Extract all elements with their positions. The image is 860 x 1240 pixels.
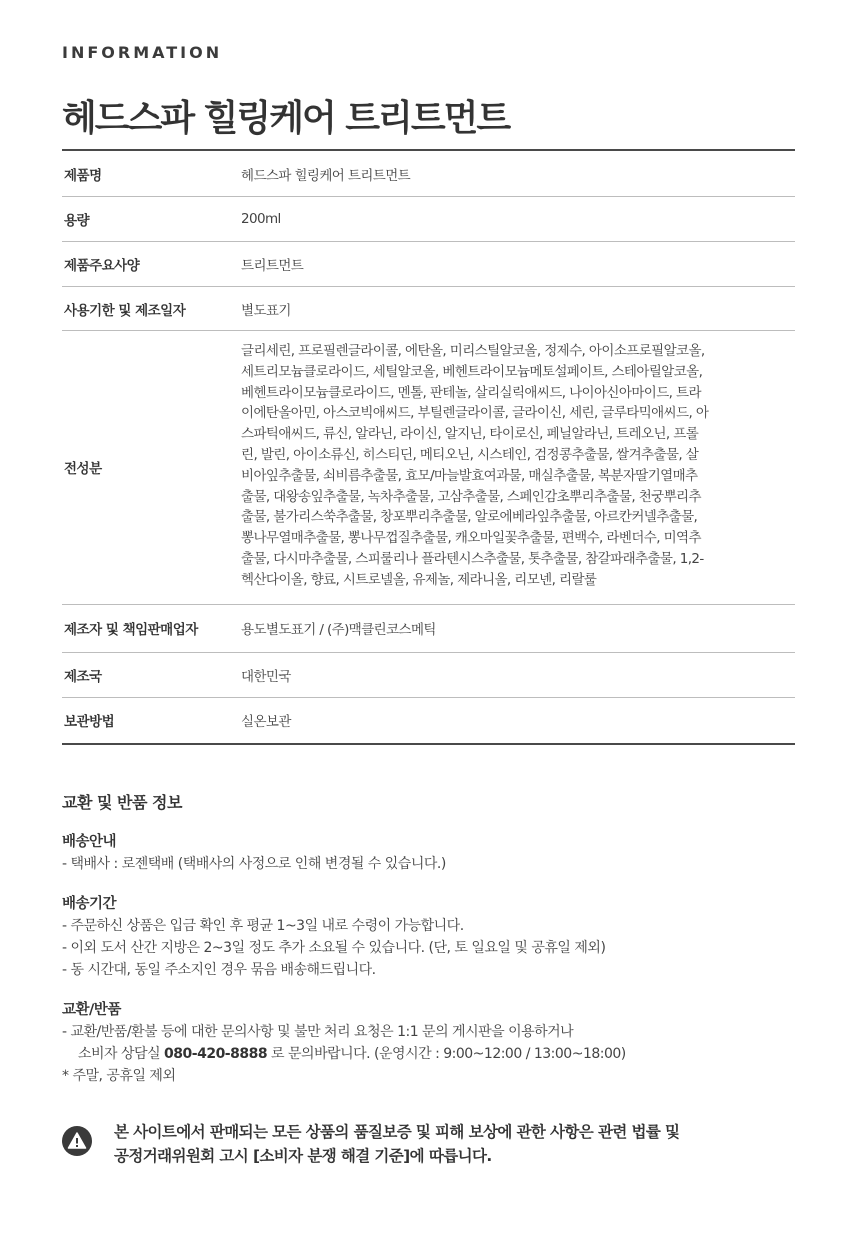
row-label: 사용기한 및 제조일자: [64, 302, 186, 319]
returns-note: * 주말, 공휴일 제외: [62, 1068, 176, 1084]
table-row: [62, 604, 795, 652]
shipping-period-line: - 주문하신 상품은 입금 확인 후 평균 1~3일 내로 수령이 가능합니다.: [62, 918, 464, 934]
exchange-return-section: [62, 790, 802, 1105]
returns-contact-suffix: 로 문의바랍니다. (운영시간 : 9:00~12:00 / 13:00~18:00): [267, 1046, 626, 1062]
table-row: [62, 151, 795, 196]
row-label: 제품주요사양: [64, 258, 140, 274]
row-value: 헤드스파 힐링케어 트리트먼트: [241, 167, 411, 184]
legal-notice: [62, 1120, 802, 1168]
exchange-title: 교환 및 반품 정보: [62, 793, 182, 812]
row-label: 보관방법: [64, 714, 115, 731]
shipping-guide-heading: 배송안내: [62, 834, 117, 850]
ingredients-value: [241, 331, 795, 604]
section-label: INFORMATION: [62, 43, 223, 62]
row-label: 제조자 및 책임판매업자: [64, 622, 198, 639]
returns: [62, 999, 802, 1087]
ingredients-line: 출물, 불가리스쑥추출물, 창포뿌리추출물, 알로에베라잎추출물, 아르칸커넬추출물,: [241, 509, 698, 526]
table-row: [62, 196, 795, 241]
row-value: 200ml: [241, 211, 281, 227]
table-row: [62, 697, 795, 743]
ingredients-line: 뽕나무열매추출물, 뽕나무껍질추출물, 캐오마일꽃추출물, 편백수, 라벤더수, 미역추: [241, 530, 701, 547]
table-row: [62, 286, 795, 330]
page-title: 헤드스파 힐링케어 트리트먼트: [62, 98, 510, 139]
row-value: 용도별도표기 / (주)맥클린코스메틱: [241, 622, 436, 639]
returns-heading: 교환/반품: [62, 1002, 121, 1018]
row-label: 전성분: [64, 461, 102, 478]
ingredients-line: 세트리모늄클로라이드, 세틸알코올, 베헨트라이모늄메토설페이트, 스테아릴알코올,: [241, 363, 703, 380]
ingredients-line: 비아잎추출물, 쇠비름추출물, 효모/마늘발효여과물, 매실추출물, 복분자딸기열매추: [241, 467, 698, 484]
row-value: 별도표기: [241, 302, 291, 319]
ingredients-line: 베헨트라이모늄클로라이드, 멘톨, 판테놀, 살리실릭애씨드, 나이아신아마이드, 트라: [241, 384, 701, 401]
table-row-ingredients: [62, 330, 795, 604]
notice-line: 공정거래위원회 고시 [소비자 분쟁 해결 기준]에 따릅니다.: [114, 1147, 492, 1165]
ingredients-line: 스파틱애씨드, 류신, 알라닌, 라이신, 알지닌, 타이로신, 페닐알라닌, 트레오닌, 프롤: [241, 426, 699, 443]
warning-icon: [62, 1126, 96, 1160]
row-label: 제품명: [64, 167, 102, 184]
ingredients-line: 글리세린, 프로필렌글라이콜, 에탄올, 미리스틸알코올, 정제수, 아이소프로필알코올,: [241, 343, 705, 359]
support-phone-number: 080-420-8888: [164, 1046, 268, 1062]
product-info-table: [62, 149, 795, 745]
notice-text: [114, 1120, 679, 1168]
row-label: 제조국: [64, 668, 102, 685]
ingredients-line: 출물, 다시마추출물, 스피룰리나 플라텐시스추출물, 톳추출물, 참갈파래추출물, 1,2-: [241, 550, 704, 567]
table-row: [62, 652, 795, 697]
ingredients-line: 린, 발린, 아이소류신, 히스티딘, 메티오닌, 시스테인, 검정콩추출물, 쌀겨추출물, 살: [241, 446, 699, 463]
shipping-period-line: - 이외 도서 산간 지방은 2~3일 정도 추가 소요될 수 있습니다. (단, 토 일요일 및 공휴일 제외): [62, 940, 606, 956]
row-value: 실온보관: [241, 714, 291, 731]
row-value: 대한민국: [241, 668, 291, 685]
row-label: 용량: [64, 213, 90, 229]
row-value: 트리트먼트: [241, 258, 304, 274]
table-row: [62, 241, 795, 286]
shipping-guide-line: - 택배사 : 로젠택배 (택배사의 사정으로 인해 변경될 수 있습니다.): [62, 856, 446, 872]
ingredients-line: 헥산다이올, 향료, 시트로넬올, 유제놀, 제라니올, 리모넨, 리랄룰: [241, 571, 597, 588]
ingredients-line: 출물, 대왕송잎추출물, 녹차추출물, 고삼추출물, 스페인감초뿌리추출물, 천궁뿌리추: [241, 488, 701, 505]
shipping-period-line: - 동 시간대, 동일 주소지인 경우 묶음 배송해드립니다.: [62, 962, 376, 978]
ingredients-line: 이에탄올아민, 아스코빅애씨드, 부틸렌글라이콜, 글라이신, 세린, 글루타믹애씨드, 아: [241, 405, 709, 422]
returns-contact-line: [62, 1043, 802, 1065]
shipping-period: [62, 893, 802, 981]
shipping-guide: [62, 831, 802, 875]
shipping-period-heading: 배송기간: [62, 896, 117, 912]
returns-line: - 교환/반품/환불 등에 대한 문의사항 및 불만 처리 요청은 1:1 문의 게시판을 이용하거나: [62, 1024, 574, 1040]
returns-contact-prefix: 소비자 상담실: [78, 1046, 165, 1062]
notice-line: 본 사이트에서 판매되는 모든 상품의 품질보증 및 피해 보상에 관한 사항은 관련 법률 및: [114, 1123, 680, 1141]
